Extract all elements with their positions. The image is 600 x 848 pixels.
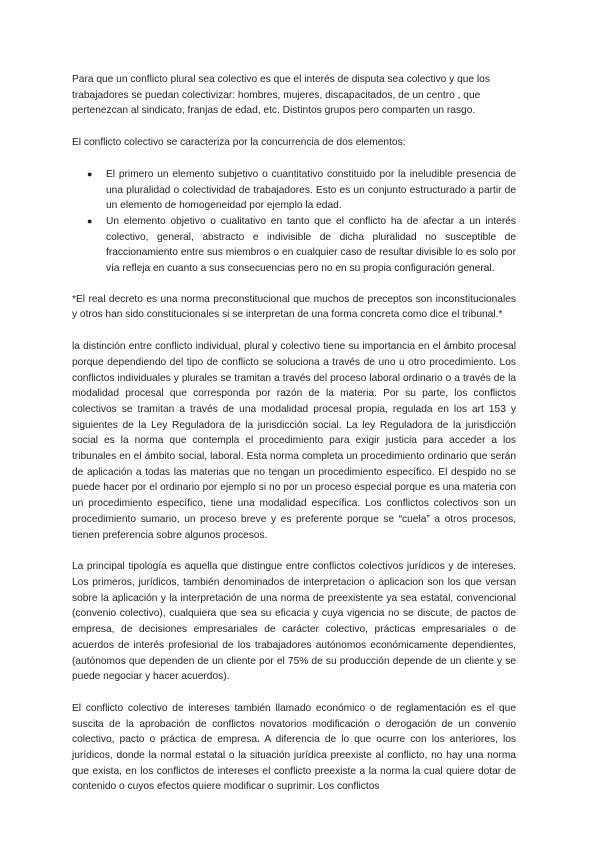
list-item-text: El primero un elemento subjetivo o cuantitativo constituido por la ineludible presencia de una pluralidad o colectividad de trabajadores. Esto es un conjunto estructurado a partir de un elemento de homogeneidad por ejemplo la edad. [106,168,516,212]
list-item-text: Un elemento objetivo o cualitativo en tanto que el conflicto ha de afectar a un interés colectivo, general, abstracto e indivisible de dicha pluralidad no susceptible de fraccionamiento entre sus miembros o en cualquier caso de resultar divisible lo es solo por vía refleja en cuanto a sus consecuencias pero no en su propia configuración general. [106,215,516,275]
paragraph-real-decreto-note: *El real decreto es una norma preconstitucional que muchos de preceptos son inconstitucionales y otros han sido constitucionales si se interpretan de una forma concreta como dice el tribunal.* [72,293,516,321]
paragraph-elementos-intro: El conflicto colectivo se caracteriza por la concurrencia de dos elementos: [72,137,406,149]
list-item [87,167,516,214]
paragraph-conflicto-intereses: El conflicto colectivo de intereses también llamado económico o de reglamentación es el que suscita de la aprobación de conflictos novatorios modificación o derogación de un convenio colectivo, pacto o práctica de empresa. A diferencia de lo que ocurre con los anteriores, los jurídicos, donde la normal estatal o la situación jurídica preexiste al conflicto, no hay una norma que exista, en los conflictos de intereses el conflicto preexiste a la norma la cual quiere dotar de contenido o cuyos efectos quiere modificar o suprimir. Los conflictos [72,702,516,793]
paragraph-tipologia: La principal tipología es aquella que distingue entre conflictos colectivos jurídicos y de intereses. Los primeros, jurídicos, también denominados de interpretacion o aplicacion son los que versan sobre la aplicación y la interpretación de una norma de preexistente ya sea estatal, convencional (convenio colectivo), cualquiera que sea su eficacia y cuya vigencia no se discute, de pactos de empresa, de decisiones empresariales de carácter colectivo, prácticas empresariales o de acuerdos de interés profesional de los trabajadores autónomos económicamente dependientes, (autónomos que dependen de un cliente por el 75% de su producción depende de un cliente y se puede negociar y hacer acuerdos). [72,561,516,683]
elements-list [72,167,516,277]
list-item [87,214,516,277]
bullet-icon: ● [87,168,93,179]
bullet-icon: ● [87,215,93,226]
paragraph-conflicto-plural: Para que un conflicto plural sea colectivo es que el interés de disputa sea colectivo y que los trabajadores se puedan colectivizar: hombres, mujeres, discapacitados, de un centro , que pertenezcan al sindicato, franjas de edad, etc. Distintos grupos pero comparten un rasgo. [72,74,490,117]
paragraph-distincion-procesal: la distinción entre conflicto individual, plural y colectivo tiene su importancia en el ámbito procesal porque dependiendo del tipo de conflicto se soluciona a través de uno u otro procedimiento. Los conflictos individuales y plurales se tramitan a través del proceso laboral ordinario o a través de la modalidad procesal que corresponda por razón de la materia. Por su parte, los conflictos colectivos se tramitan a través de una modalidad procesal propia, regulada en los art 153 y siguientes de la Ley Reguladora de la jurisdicción social. La ley Reguladora de la jurisdicción social es la norma que contempla el procedimiento para exigir justicia para acceder a los tribunales en el ámbito social, laboral. Esta norma completa un procedimiento ordinario que serán de aplicación a todas las materias que no tengan un procedimiento específico. El despido no se puede hacer por el ordinario por ejemplo si no por un proceso especial porque es una materia con un procedimiento específico, tiene una modalidad específica. Los conflictos colectivos son un procedimiento sumario, un proceso breve y es preferente porque se “cuela” a otros procesos, tienen preferencia sobre algunos procesos. [72,341,516,541]
